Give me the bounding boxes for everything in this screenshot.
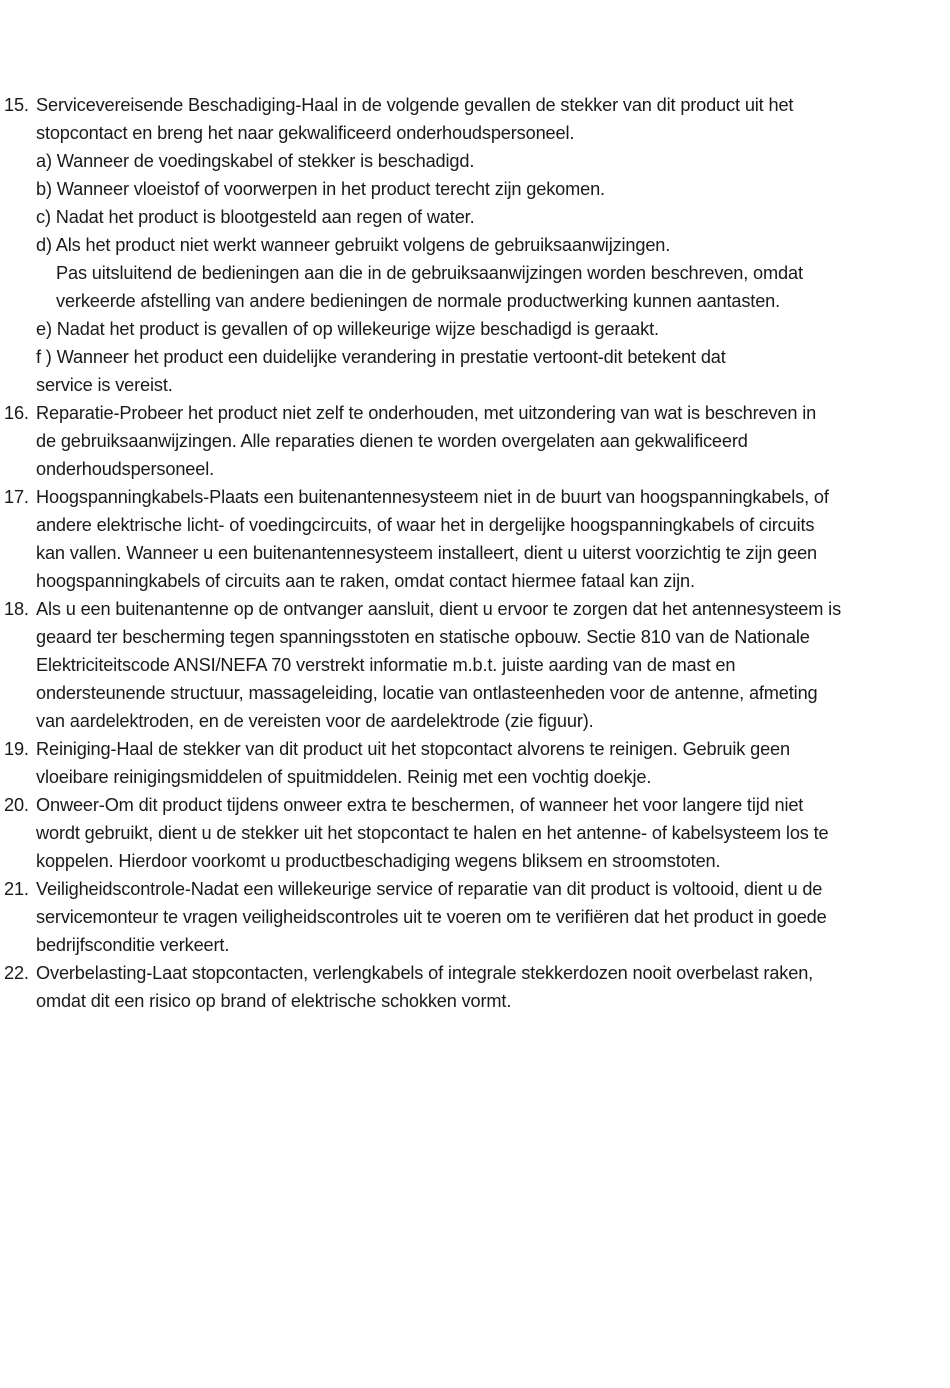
- item-text: Elektriciteitscode ANSI/NEFA 70 verstrekt informatie m.b.t. juiste aarding van de mast en: [36, 655, 736, 675]
- sub-item-b: [0, 175, 950, 203]
- item-text: servicemonteur te vragen veiligheidscontroles uit te voeren om te verifiëren dat het product in goede: [36, 907, 827, 927]
- item-text: de gebruiksaanwijzingen. Alle reparaties dienen te worden overgelaten aan gekwalificeerd: [36, 431, 748, 451]
- item-text: bedrijfsconditie verkeert.: [36, 935, 230, 955]
- sub-item-c: [0, 203, 950, 231]
- item-number: 20.: [4, 795, 29, 815]
- sub-item-text: a) Wanneer de voedingskabel of stekker is beschadigd.: [36, 151, 475, 171]
- list-item-20: [0, 791, 950, 819]
- sub-item-note: Pas uitsluitend de bedieningen aan die in de gebruiksaanwijzingen worden beschreven, omdat: [56, 263, 803, 283]
- item-number: 17.: [4, 487, 29, 507]
- sub-item-a: [0, 147, 950, 175]
- list-item-21: [0, 875, 950, 903]
- item-text: geaard ter bescherming tegen spanningsstoten en statische opbouw. Sectie 810 van de Nationale: [36, 627, 810, 647]
- item-text: van aardelektroden, en de vereisten voor de aardelektrode (zie figuur).: [36, 711, 594, 731]
- sub-item-text: c) Nadat het product is blootgesteld aan regen of water.: [36, 207, 475, 227]
- item-text: onderhoudspersoneel.: [36, 459, 215, 479]
- item-text: andere elektrische licht- of voedingcircuits, of waar het in dergelijke hoogspanningkabels of circuits: [36, 515, 815, 535]
- sub-item-text: d) Als het product niet werkt wanneer gebruikt volgens de gebruiksaanwijzingen.: [36, 235, 671, 255]
- item-text: Veiligheidscontrole-Nadat een willekeurige service of reparatie van dit product is voltooid, dient u de: [36, 879, 823, 899]
- list-item-15: [0, 91, 950, 119]
- sub-item-note: verkeerde afstelling van andere bedieningen de normale productwerking kunnen aantasten.: [56, 291, 781, 311]
- item-text: omdat dit een risico op brand of elektrische schokken vormt.: [36, 991, 512, 1011]
- item-number: 18.: [4, 599, 29, 619]
- list-item-17: [0, 483, 950, 511]
- sub-item-e: [0, 315, 950, 343]
- sub-item-text: b) Wanneer vloeistof of voorwerpen in het product terecht zijn gekomen.: [36, 179, 605, 199]
- item-text: hoogspanningkabels of circuits aan te raken, omdat contact hiermee fataal kan zijn.: [36, 571, 695, 591]
- item-text: Onweer-Om dit product tijdens onweer extra te beschermen, of wanneer het voor langere tijd niet: [36, 795, 804, 815]
- safety-instructions-list: [0, 91, 950, 1015]
- item-text: Als u een buitenantenne op de ontvanger aansluit, dient u ervoor te zorgen dat het antennesysteem is: [36, 599, 842, 619]
- item-text: kan vallen. Wanneer u een buitenantennesysteem installeert, dient u uiterst voorzichtig te zijn geen: [36, 543, 818, 563]
- sub-item-text: f ) Wanneer het product een duidelijke verandering in prestatie vertoont-dit betekent dat: [36, 347, 726, 367]
- sub-item-text: service is vereist.: [36, 375, 173, 395]
- item-number: 19.: [4, 739, 29, 759]
- item-number: 16.: [4, 403, 29, 423]
- sub-item-f: [0, 343, 950, 371]
- item-text: Servicevereisende Beschadiging-Haal in de volgende gevallen de stekker van dit product uit het: [36, 95, 794, 115]
- item-text: Overbelasting-Laat stopcontacten, verlengkabels of integrale stekkerdozen nooit overbelast raken,: [36, 963, 814, 983]
- list-item-16: [0, 399, 950, 427]
- list-item-18: [0, 595, 950, 623]
- list-item-22: [0, 959, 950, 987]
- item-number: 21.: [4, 879, 29, 899]
- item-text: Hoogspanningkabels-Plaats een buitenantennesysteem niet in de buurt van hoogspanningkabels, of: [36, 487, 829, 507]
- item-number: 22.: [4, 963, 29, 983]
- list-item-19: [0, 735, 950, 763]
- sub-item-d: [0, 231, 950, 259]
- item-text: ondersteunende structuur, massageleiding, locatie van ontlasteenheden voor de antenne, afmeting: [36, 683, 818, 703]
- item-text: Reiniging-Haal de stekker van dit product uit het stopcontact alvorens te reinigen. Gebruik geen: [36, 739, 790, 759]
- item-text: wordt gebruikt, dient u de stekker uit het stopcontact te halen en het antenne- of kabelsysteem los te: [36, 823, 829, 843]
- item-number: 15.: [4, 95, 29, 115]
- item-text: Reparatie-Probeer het product niet zelf te onderhouden, met uitzondering van wat is beschreven in: [36, 403, 817, 423]
- item-text: vloeibare reinigingsmiddelen of spuitmiddelen. Reinig met een vochtig doekje.: [36, 767, 652, 787]
- item-text: koppelen. Hierdoor voorkomt u productbeschadiging wegens bliksem en stroomstoten.: [36, 851, 721, 871]
- sub-item-text: e) Nadat het product is gevallen of op willekeurige wijze beschadigd is geraakt.: [36, 319, 659, 339]
- item-text: stopcontact en breng het naar gekwalificeerd onderhoudspersoneel.: [36, 123, 575, 143]
